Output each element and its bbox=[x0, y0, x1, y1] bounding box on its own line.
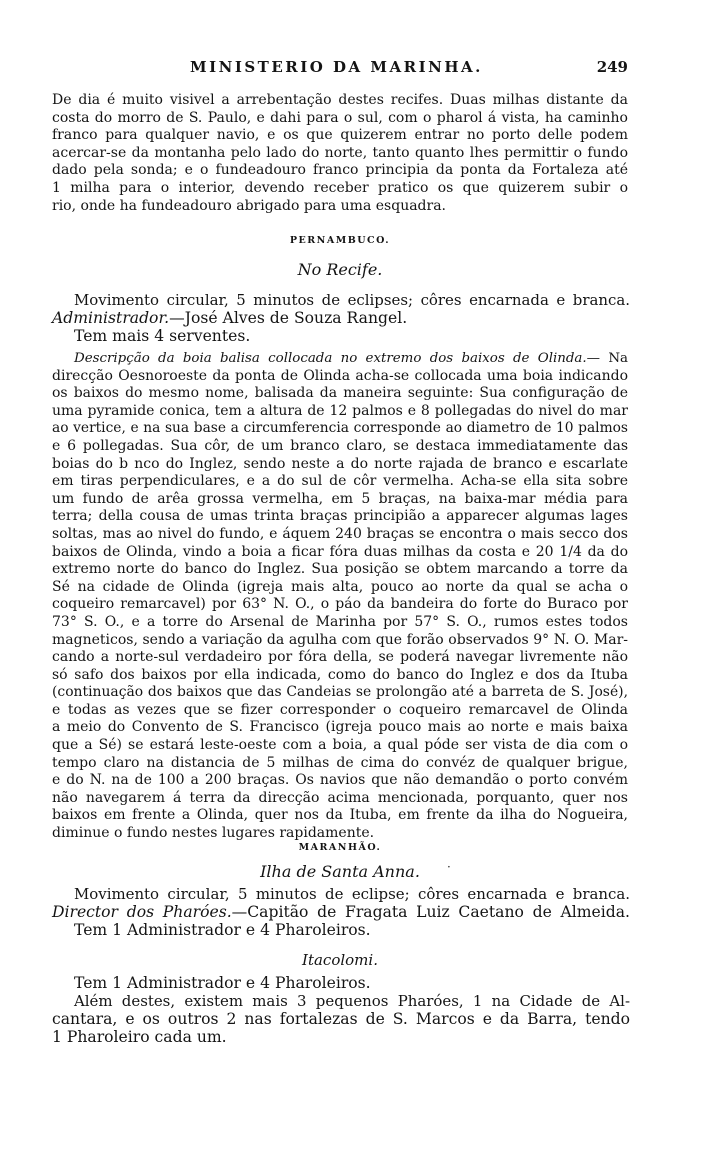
text-line: e todas as vezes que se fizer corresponder o coqueiro remarcavel de Olinda bbox=[52, 701, 628, 718]
text-line: soltas, mas ao nivel do fundo, e áquem 240 braças se encontra o mais secco dos bbox=[52, 525, 628, 542]
text-line: que a Sé) se estará leste-oeste com a boia, a qual póde ser vista de dia com o bbox=[52, 737, 628, 754]
place-heading-santa-anna: Ilha de Santa Anna. bbox=[260, 862, 420, 881]
text-line: só safo dos baixos por ella indicada, como do banco do Inglez e dos da Ituba bbox=[52, 666, 628, 683]
administrator-label: Administrador. bbox=[52, 309, 170, 327]
section-heading-pernambuco: PERNAMBUCO. bbox=[289, 235, 391, 246]
place-heading-itacolomi: Itacolomi. bbox=[302, 951, 378, 969]
buoy-description bbox=[52, 350, 628, 843]
text-line: em tiras perpendiculares, e a do sul de côr vermelha. Acha-se ella sita sobre bbox=[52, 473, 628, 490]
running-title: MINISTERIO DA MARINHA. bbox=[190, 58, 483, 76]
place-heading-recife: No Recife. bbox=[297, 260, 383, 279]
text-line: e 6 pollegadas. Sua côr, de um branco claro, se destaca immediatamente das bbox=[52, 437, 628, 454]
text-line: direcção Oesnoroeste da ponta de Olinda acha-se collocada uma boia indicando bbox=[52, 367, 628, 384]
text-line: a meio do Convento de S. Francisco (igreja pouco mais ao norte e mais baixa bbox=[52, 719, 628, 736]
text-line: dado pela sonda; e o fundeadouro franco principia da ponta da Fortaleza até bbox=[52, 162, 628, 179]
text-line: ao vertice, e na sua base a circumferencia corresponde ao diametro de 10 palmos bbox=[52, 420, 628, 437]
section-heading-maranhao: MARANHÃO. bbox=[298, 842, 382, 853]
text-line: cando a norte-sul verdadeiro por fóra della, se poderá navegar livremente não bbox=[52, 649, 628, 666]
intro-paragraph bbox=[52, 92, 628, 215]
text-line: um fundo de arêa grossa vermelha, em 5 braças, na baixa-mar média para bbox=[52, 490, 628, 507]
text-line: 1 milha para o interior, devendo receber pratico os que quizerem subir o bbox=[52, 179, 628, 196]
closing-line: Além destes, existem mais 3 pequenos Pharóes, 1 na Cidade de Al- bbox=[74, 992, 630, 1010]
text-line: extremo norte do banco do Inglez. Sua posição se obtem marcando a torre da bbox=[52, 561, 628, 578]
text-line: coqueiro remarcavel) por 63° N. O., o páo da bandeira do forte do Buraco por bbox=[52, 596, 628, 613]
text-line: (continuação dos baixos que das Candeias se prolongão até a barreta de S. José), bbox=[52, 684, 628, 701]
text-line: os baixos do mesmo nome, balisada da maneira seguinte: Sua configuração de bbox=[52, 385, 628, 402]
recife-summary bbox=[52, 291, 632, 345]
ink-speck: · bbox=[447, 860, 451, 874]
movement-line: Movimento circular, 5 minutos de eclipses; côres encarnada e branca. bbox=[74, 291, 630, 309]
santa-anna-summary bbox=[52, 885, 632, 939]
text-line: De dia é muito visivel a arrebentação destes recifes. Duas milhas distante da bbox=[52, 92, 628, 108]
closing-line: cantara, e os outros 2 nas fortalezas de S. Marcos e da Barra, tendo bbox=[52, 1010, 630, 1028]
description-lead: — Na bbox=[586, 351, 628, 366]
administrator-line bbox=[52, 309, 632, 327]
text-line: diminue o fundo nestes lugares rapidamente. bbox=[52, 825, 375, 842]
text-line: baixos de Olinda, vindo a boia a ficar fóra duas milhas da costa e 20 1/4 da do bbox=[52, 543, 628, 560]
administrator-name: —José Alves de Souza Rangel. bbox=[169, 309, 408, 327]
text-line: costa do morro de S. Paulo, e dahi para o sul, com o pharol á vista, ha caminho bbox=[52, 109, 628, 126]
closing-line: 1 Pharoleiro cada um. bbox=[52, 1028, 227, 1046]
text-line: franco para qualquer navio, e os que quizerem entrar no porto delle podem bbox=[52, 127, 628, 144]
text-line: terra; della cousa de umas trinta braças principião a apparecer algumas lages bbox=[52, 508, 628, 525]
text-line: uma pyramide conica, tem a altura de 12 palmos e 8 pollegadas do nivel do mar bbox=[52, 402, 628, 419]
description-title: Descripção da boia balisa collocada no extremo dos baixos de Olinda. bbox=[74, 351, 587, 366]
page-number: 249 bbox=[596, 58, 628, 76]
text-line: rio, onde ha fundeadouro abrigado para uma esquadra. bbox=[52, 197, 447, 214]
text-line: Sé na cidade de Olinda (igreja mais alta, pouco ao norte da qual se acha o bbox=[52, 578, 628, 595]
itacolomi-summary bbox=[52, 974, 632, 1046]
text-line: acercar-se da montanha pelo lado do norte, tanto quanto lhes permittir o fundo bbox=[52, 144, 628, 161]
text-line: tempo claro na distancia de 5 milhas de cima do convéz de qualquer brigue, bbox=[52, 754, 628, 771]
staff-line: Tem 1 Administrador e 4 Pharoleiros. bbox=[74, 921, 371, 939]
director-line bbox=[52, 903, 630, 921]
text-line: e do N. na de 100 a 200 braças. Os navios que não demandão o porto convém bbox=[52, 772, 628, 789]
text-line bbox=[52, 350, 628, 368]
servants-line: Tem mais 4 serventes. bbox=[74, 327, 251, 345]
text-line: magneticos, sendo a variação da agulha com que forão observados 9° N. O. Mar- bbox=[52, 631, 628, 648]
staff-line: Tem 1 Administrador e 4 Pharoleiros. bbox=[74, 974, 371, 992]
text-line: boias do b nco do Inglez, sendo neste a do norte rajada de branco e escarlate bbox=[52, 455, 628, 472]
text-line: baixos em frente a Olinda, quer nos da Ituba, em frente da ilha do Nogueira, bbox=[52, 807, 628, 824]
director-label: Director dos Pharóes. bbox=[52, 903, 232, 921]
director-name: —Capitão de Fragata Luiz Caetano de Almeida. bbox=[231, 903, 630, 921]
text-line: 73° S. O., e a torre do Arsenal de Marinha por 57° S. O., rumos estes todos bbox=[52, 613, 628, 630]
running-header bbox=[52, 58, 628, 80]
text-line: não navegarem á terra da direcção acima mencionada, porquanto, quer nos bbox=[52, 789, 628, 806]
movement-line: Movimento circular, 5 minutos de eclipse; côres encarnada e branca. bbox=[74, 885, 630, 903]
